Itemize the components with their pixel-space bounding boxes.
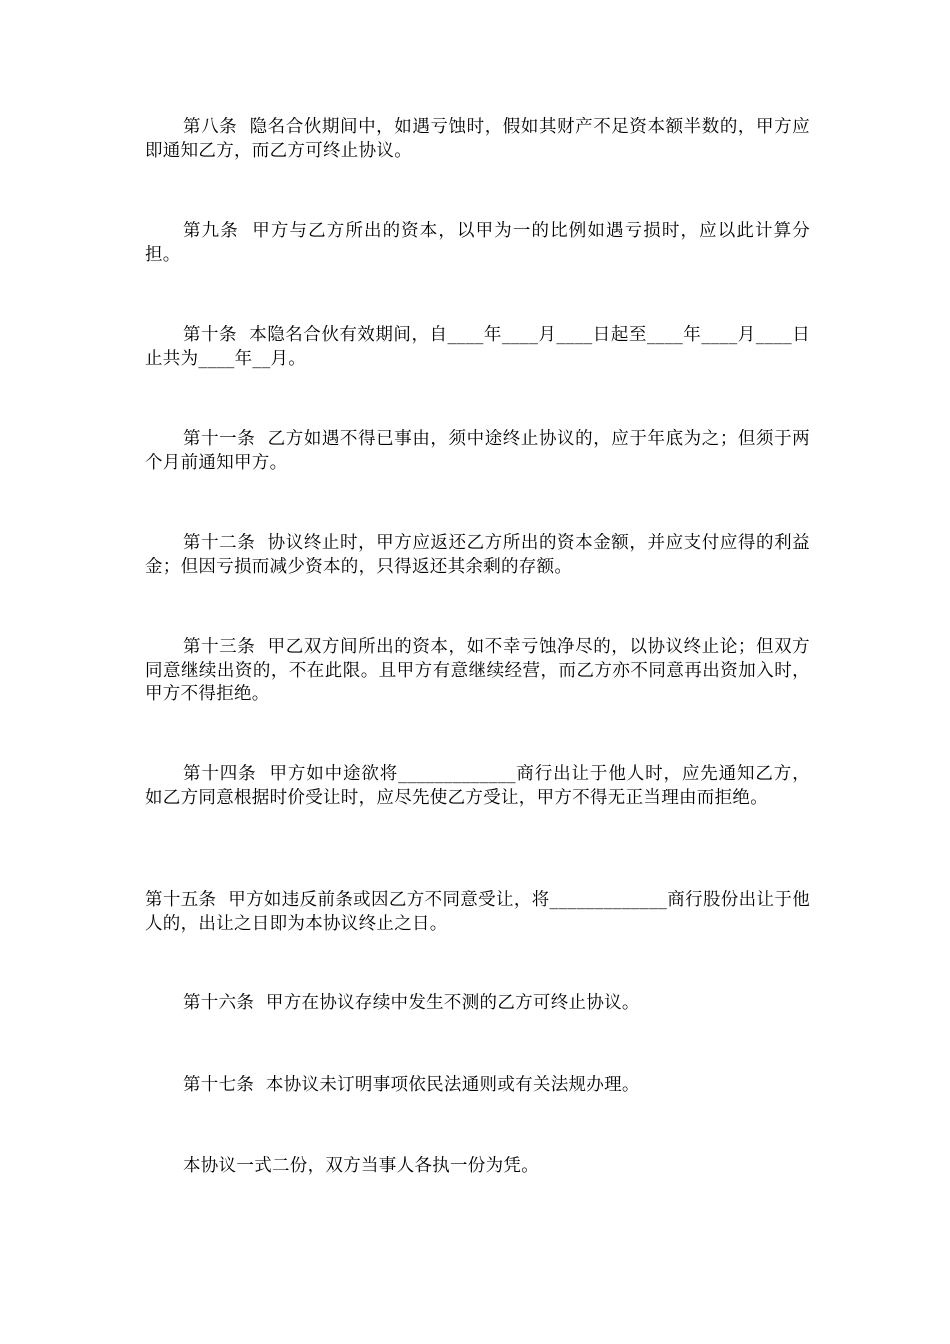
- article-16: 第十六条 甲方在协议存续中发生不测的乙方可终止协议。: [183, 993, 640, 1013]
- article-17: 第十七条 本协议未订明事项依民法通则或有关法规办理。: [183, 1075, 640, 1095]
- article-14: 第十四条 甲方如中途欲将_____________商行出让于他人时，应先通知乙方，如乙方同意根据时价受让时，应尽先使乙方受让，甲方不得无正当理由而拒绝。: [145, 764, 810, 808]
- article-10: 第十条 本隐名合伙有效期间，自____年____月____日起至____年____月____日止共为____年__月。: [145, 325, 810, 369]
- closing-clause: 本协议一式二份，双方当事人各执一份为凭。: [183, 1156, 539, 1176]
- article-8: 第八条 隐名合伙期间中，如遇亏蚀时，假如其财产不足资本额半数的，甲方应即通知乙方，而乙方可终止协议。: [145, 117, 810, 161]
- article-9: 第九条 甲方与乙方所出的资本，以甲为一的比例如遇亏损时，应以此计算分担。: [145, 221, 810, 265]
- article-13: 第十三条 甲乙双方间所出的资本，如不幸亏蚀净尽的，以协议终止论；但双方同意继续出资的，不在此限。且甲方有意继续经营，而乙方亦不同意再出资加入时，甲方不得拒绝。: [145, 637, 810, 704]
- article-15: 第十五条 甲方如违反前条或因乙方不同意受让，将_____________商行股份出让于他人的，出让之日即为本协议终止之日。: [145, 890, 810, 934]
- article-12: 第十二条 协议终止时，甲方应返还乙方所出的资本金额，并应支付应得的利益金；但因亏损而减少资本的，只得返还其余剩的存额。: [145, 533, 810, 577]
- article-11: 第十一条 乙方如遇不得已事由，须中途终止协议的，应于年底为之；但须于两个月前通知甲方。: [145, 429, 810, 473]
